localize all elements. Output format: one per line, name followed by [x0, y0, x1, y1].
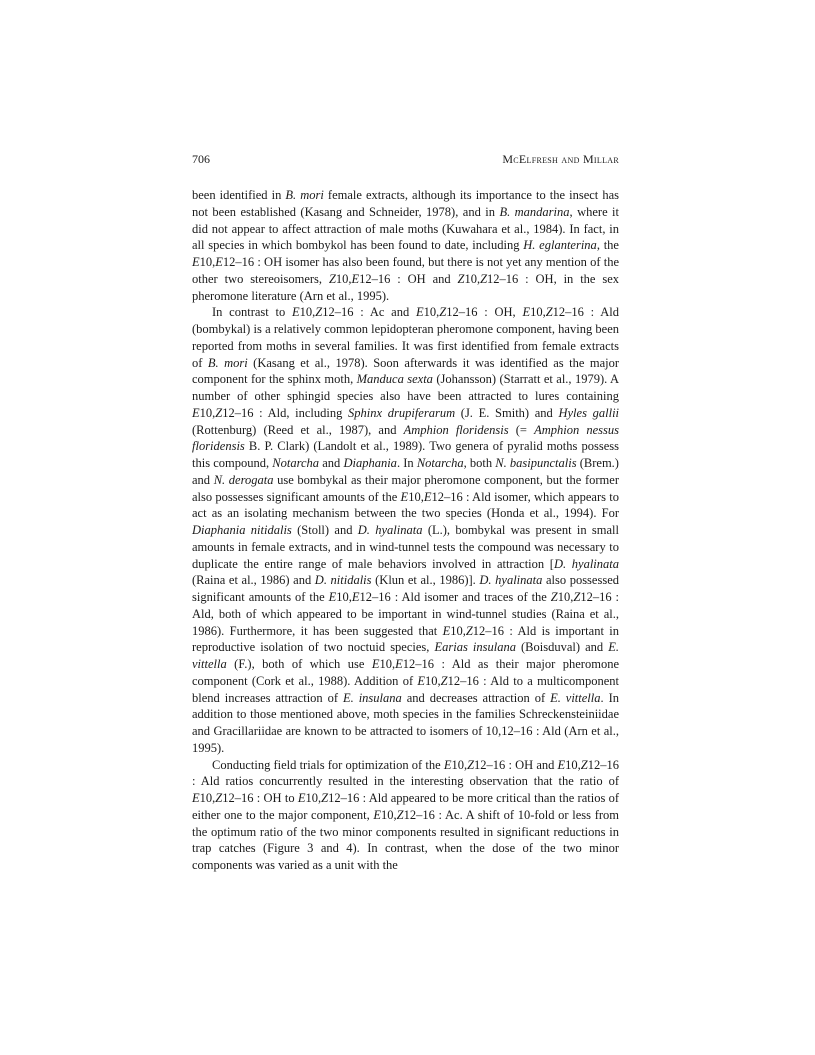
- italic-run: E: [192, 255, 200, 269]
- italic-run: E: [557, 757, 566, 772]
- text-run: , both: [463, 456, 496, 470]
- italic-run: E: [351, 271, 360, 286]
- italic-run: Z: [315, 305, 323, 320]
- italic-run: Notarcha: [272, 456, 320, 470]
- italic-run: E. insulana: [343, 690, 402, 705]
- italic-run: Diaphania nitidalis: [192, 523, 292, 537]
- text-run: 12–16 : Ald, including: [222, 405, 349, 420]
- italic-run: B. mori: [207, 355, 248, 370]
- italic-run: E: [371, 657, 380, 671]
- italic-run: E. vittella: [192, 640, 619, 671]
- italic-run: Z: [215, 405, 223, 420]
- italic-run: Z: [215, 791, 223, 805]
- text-run: (Klun et al., 1986)].: [371, 573, 480, 588]
- text-run: 12–16 : Ald isomer and traces of the: [359, 590, 551, 604]
- text-run: 12–16 : OH and: [474, 757, 558, 772]
- text-run: (Rottenburg) (Reed et al., 1987), and: [192, 422, 404, 437]
- text-run: 12–16 : Ald isomer, which appears to act as an isolating mechanism between the two species (Honda et al., 1994). For: [192, 489, 619, 521]
- italic-run: Z: [440, 673, 448, 688]
- italic-run: E: [443, 757, 452, 772]
- text-run: (J. E. Smith) and: [455, 405, 559, 420]
- italic-run: E: [297, 791, 306, 805]
- italic-run: E: [192, 405, 200, 420]
- text-run: (L.), bombykal was present in small amounts in female extracts, and in wind-tunnel tests the compound was necessary to duplicate the entire range of male behaviors involved in attraction [: [192, 523, 620, 571]
- italic-run: D. hyalinata: [553, 556, 619, 571]
- running-head: McElfresh and Millar: [502, 152, 619, 166]
- text-run: 12–16 : Ald as their major pheromone component (Cork et al., 1988). Addition of: [192, 657, 619, 688]
- text-run: 12–16 : Ald (bombykal) is a relatively common lepidopteran pheromone component, having been reported from moths in several families. It was first identified from female extracts of: [192, 305, 619, 370]
- text-run: 10,: [299, 305, 316, 320]
- italic-run: Z: [396, 807, 404, 822]
- text-run: Conducting field trials for optimization of the: [212, 757, 444, 772]
- italic-run: N. basipunctalis: [495, 456, 577, 470]
- text-run: 12–16 : Ald is important in reproductive isolation of two noctuid species,: [192, 623, 619, 655]
- paragraph: [192, 304, 619, 756]
- text-run: 12–16 : OH, in the sex pheromone literature (Arn et al., 1995).: [192, 271, 620, 303]
- text-run: 10,: [381, 807, 397, 822]
- page-number: 706: [192, 152, 210, 166]
- italic-run: Z: [321, 791, 329, 805]
- text-run: 10,: [464, 271, 481, 286]
- italic-run: B. mandarina: [499, 204, 570, 219]
- italic-run: Notarcha: [416, 456, 464, 470]
- text-run: 10,: [305, 791, 322, 805]
- text-run: 12–16 : Ald ratios concurrently resulted in the interesting observation that the ratio of: [192, 757, 619, 789]
- italic-run: E: [192, 791, 200, 805]
- text-run: , where it did not appear to affect attraction of male moths (Kuwahara et al., 1984). In fact, in all species in which bombykol has been found to date, including: [192, 204, 620, 253]
- italic-run: H. eglanterina: [523, 238, 597, 253]
- italic-run: Z: [465, 623, 473, 638]
- text-run: and decreases attraction of: [401, 690, 551, 705]
- italic-run: E: [423, 489, 432, 504]
- italic-run: E. vittella: [550, 690, 601, 705]
- text-run: , the: [596, 238, 619, 253]
- text-run: 10,: [425, 673, 441, 688]
- italic-run: E: [395, 657, 403, 671]
- text-run: 10,: [199, 255, 216, 269]
- text-run: (Brem.) and: [192, 456, 619, 487]
- italic-run: Z: [467, 757, 475, 772]
- italic-run: E: [373, 807, 382, 822]
- italic-run: D. hyalinata: [479, 573, 543, 588]
- italic-run: Earias insulana: [434, 640, 516, 655]
- italic-run: E: [328, 590, 337, 604]
- text-run: (=: [508, 422, 535, 437]
- text-run: 12–16 : OH to: [222, 791, 298, 805]
- italic-run: D. hyalinata: [357, 523, 423, 537]
- italic-run: E: [522, 305, 531, 320]
- text-run: 12–16 : Ald, both of which appeared to be important in wind-tunnel studies (Raina et al., 1986). Furthermore, it has been suggested that: [192, 590, 619, 638]
- italic-run: Amphion nessus floridensis: [192, 422, 619, 454]
- text-run: (Johansson) (Starratt et al., 1979). A number of other sphingid species also have been attracted to lures containing: [192, 372, 620, 403]
- text-run: 12–16 : OH and: [359, 271, 458, 286]
- text-run: use bombykal as their major pheromone component, but the former also possesses significant amounts of the: [192, 472, 619, 504]
- paragraph: [192, 757, 619, 874]
- text-run: and: [319, 456, 344, 470]
- text-run: 10,: [451, 757, 468, 772]
- text-run: 10,: [199, 791, 216, 805]
- italic-run: Z: [439, 305, 447, 320]
- body-text: [192, 187, 619, 874]
- text-run: 10,: [530, 305, 546, 320]
- text-run: B. P. Clark) (Landolt et al., 1989). Two genera of pyralid moths possess this compound,: [192, 439, 619, 470]
- page-header: [192, 152, 619, 170]
- text-run: 10,: [450, 623, 466, 638]
- text-run: . In addition to those mentioned above, moth species in the families Schreckensteiniidae and Gracillariidae are known to be attracted to isomers of 10,12–16 : Ald (Arn et al., 1995).: [192, 690, 619, 755]
- text-run: 10,: [199, 405, 216, 420]
- italic-run: Amphion floridensis: [403, 422, 509, 437]
- text-run: 10,: [336, 590, 352, 604]
- italic-run: Sphinx drupiferarum: [348, 405, 456, 420]
- text-run: (F.), both of which use: [226, 657, 372, 671]
- italic-run: Diaphania: [343, 456, 397, 470]
- italic-run: Manduca sexta: [356, 372, 433, 387]
- italic-run: E: [351, 590, 360, 604]
- italic-run: B. mori: [285, 188, 324, 202]
- text-run: 10,: [565, 757, 581, 772]
- text-run: (Boisduval) and: [515, 640, 609, 655]
- italic-run: Z: [550, 590, 558, 604]
- italic-run: N. derogata: [213, 472, 274, 487]
- text-run: been identified in: [192, 188, 286, 202]
- italic-run: Hyles gallii: [558, 405, 620, 420]
- italic-run: Z: [457, 271, 465, 286]
- text-run: (Raina et al., 1986) and: [192, 573, 315, 588]
- text-run: female extracts, although its importance to the insect has not been established (Kasang and Schneider, 1978), and in: [192, 188, 619, 219]
- text-run: (Stoll) and: [291, 523, 358, 537]
- text-run: (Kasang et al., 1978). Soon afterwards it was identified as the major component for the sphinx moth,: [192, 355, 620, 387]
- italic-run: Z: [573, 590, 581, 604]
- italic-run: E: [400, 489, 409, 504]
- italic-run: D. nitidalis: [314, 573, 372, 588]
- italic-run: E: [417, 673, 426, 688]
- text-run: 12–16 : OH isomer has also been found, but there is not yet any mention of the other two stereoisomers,: [192, 255, 619, 286]
- paragraph: [192, 187, 619, 304]
- text-run: 12–16 : Ald to a multicomponent blend increases attraction of: [192, 673, 619, 705]
- italic-run: Z: [328, 271, 336, 286]
- italic-run: Z: [480, 271, 488, 286]
- text-run: 10,: [335, 271, 352, 286]
- italic-run: E: [292, 305, 300, 320]
- text-run: . In: [396, 456, 417, 470]
- text-run: 10,: [423, 305, 440, 320]
- text-run: also possessed significant amounts of the: [192, 573, 620, 604]
- italic-run: E: [442, 623, 451, 638]
- text-run: 10,: [557, 590, 574, 604]
- text-run: 12–16 : Ac. A shift of 10-fold or less from the optimum ratio of the two minor components resulted in significant reductions in trap catches (Figure 3 and 4). In contrast, when the dose of the two minor components was varied as a unit with the: [192, 807, 619, 872]
- text-run: 12–16 : Ald appeared to be more critical than the ratios of either one to the major component,: [192, 791, 620, 822]
- italic-run: E: [416, 305, 424, 320]
- italic-run: Z: [545, 305, 553, 320]
- text-run: In contrast to: [212, 305, 293, 320]
- italic-run: Z: [580, 757, 588, 772]
- text-run: 12–16 : OH,: [446, 305, 523, 320]
- italic-run: E: [215, 255, 223, 269]
- text-run: 10,: [379, 657, 396, 671]
- text-run: 10,: [408, 489, 424, 504]
- text-run: 12–16 : Ac and: [322, 305, 416, 320]
